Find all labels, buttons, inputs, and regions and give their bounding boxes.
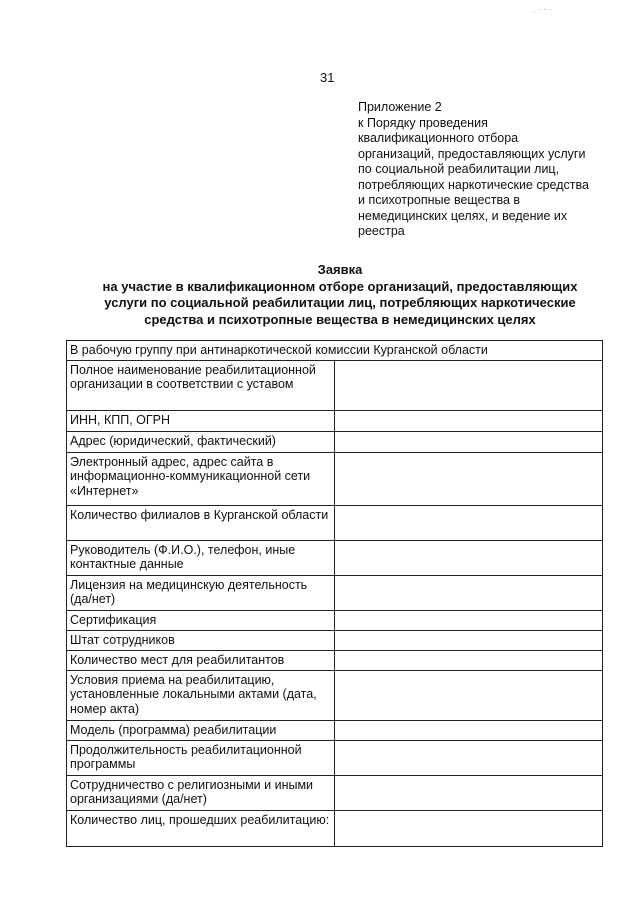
row-label: Количество филиалов в Курганской области — [67, 505, 335, 540]
table-row — [67, 775, 603, 810]
row-value-field[interactable] — [335, 505, 603, 540]
table-row — [67, 740, 603, 775]
row-label: Адрес (юридический, фактический) — [67, 431, 335, 452]
appendix-line: Приложение 2 — [358, 100, 442, 114]
table-row — [67, 630, 603, 650]
row-value-field[interactable] — [335, 540, 603, 575]
row-label: Условия приема на реабилитацию, установленные локальными актами (дата, номер акта) — [67, 670, 335, 720]
appendix-line: и психотропные вещества в — [358, 193, 521, 207]
table-row — [67, 720, 603, 740]
table-row — [67, 410, 603, 431]
row-label: Количество мест для реабилитантов — [67, 650, 335, 670]
row-value-field[interactable] — [335, 740, 603, 775]
appendix-line: потребляющих наркотические средства — [358, 177, 589, 192]
row-value-field[interactable] — [335, 610, 603, 630]
table-row — [67, 431, 603, 452]
row-label: Количество лиц, прошедших реабилитацию: — [67, 810, 335, 846]
row-label: Полное наименование реабилитационной организации в соответствии с уставом — [67, 360, 335, 410]
appendix-line: к Порядку проведения — [358, 115, 488, 130]
row-label: Штат сотрудников — [67, 630, 335, 650]
title-heading: Заявка — [317, 262, 363, 277]
row-value-field[interactable] — [335, 360, 603, 410]
table-row — [67, 650, 603, 670]
row-label: Лицензия на медицинскую деятельность (да/нет) — [67, 575, 335, 610]
appendix-line: немедицинских целях, и ведение их — [358, 208, 568, 223]
row-value-field[interactable] — [335, 650, 603, 670]
title-line: средства и психотропные вещества в немедицинских целях — [144, 311, 536, 327]
table-row — [67, 610, 603, 630]
row-value-field[interactable] — [335, 720, 603, 740]
table-row — [67, 810, 603, 846]
row-label: Руководитель (Ф.И.О.), телефон, иные контактные данные — [67, 540, 335, 575]
row-value-field[interactable] — [335, 431, 603, 452]
appendix-line: по социальной реабилитации лиц, — [358, 162, 560, 176]
row-value-field[interactable] — [335, 630, 603, 650]
appendix-line: квалификационного отбора — [358, 131, 519, 145]
row-label: Сотрудничество с религиозными и иными организациями (да/нет) — [67, 775, 335, 810]
title-line: на участие в квалификационном отборе организаций, предоставляющих — [102, 278, 578, 294]
table-header-cell: В рабочую группу при антинаркотической комиссии Курганской области — [67, 341, 603, 361]
scan-artifact: . · - · — [533, 4, 552, 14]
document-title — [60, 262, 620, 328]
row-label: Сертификация — [67, 610, 335, 630]
row-value-field[interactable] — [335, 452, 603, 505]
row-value-field[interactable] — [335, 775, 603, 810]
row-label: ИНН, КПП, ОГРН — [67, 410, 335, 431]
appendix-note — [358, 100, 618, 240]
table-row — [67, 575, 603, 610]
row-label: Модель (программа) реабилитации — [67, 720, 335, 740]
row-label: Продолжительность реабилитационной программы — [67, 740, 335, 775]
table-header-row — [67, 341, 603, 361]
table-row — [67, 540, 603, 575]
appendix-line: реестра — [358, 224, 405, 238]
table-row — [67, 360, 603, 410]
row-value-field[interactable] — [335, 670, 603, 720]
table-row — [67, 505, 603, 540]
row-value-field[interactable] — [335, 575, 603, 610]
application-form-table — [66, 340, 603, 847]
row-value-field[interactable] — [335, 810, 603, 846]
page-number: 31 — [320, 70, 335, 85]
row-value-field[interactable] — [335, 410, 603, 431]
row-label: Электронный адрес, адрес сайта в информационно-коммуникационной сети «Интернет» — [67, 452, 335, 505]
table-row — [67, 452, 603, 505]
appendix-line: организаций, предоставляющих услуги — [358, 146, 586, 161]
title-line: услуги по социальной реабилитации лиц, потребляющих наркотические — [104, 295, 576, 310]
table-row — [67, 670, 603, 720]
